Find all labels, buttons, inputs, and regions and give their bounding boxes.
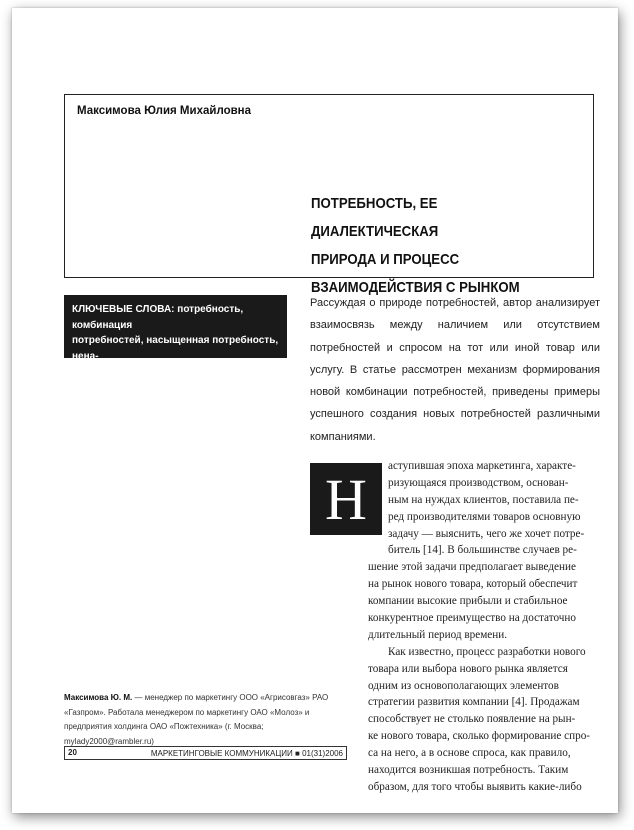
- abstract: Рассуждая о природе потребностей, автор анализирует взаимосвязь между наличием или отсутствием потребностей и спросом на тот или иной товар или услугу. В статье рассмотрен механизм формирования новой комбинации потребностей, приведены примеры успешного создания новых потребностей различными компаниями.: [310, 297, 600, 443]
- page-number: 20: [68, 748, 77, 757]
- body-line: задачу — выяснить, чего же хочет потре-: [388, 527, 585, 540]
- journal-info: МАРКЕТИНГОВЫЕ КОММУНИКАЦИИ ■ 01(31)2006: [150, 748, 343, 758]
- body-line: ред производителями товаров основную: [388, 510, 581, 523]
- article-title: [311, 190, 557, 302]
- body-line: са на него, а в основе спроса, как правило,: [368, 747, 571, 760]
- body-line: ным на нуждах клиентов, поставила пе-: [388, 493, 579, 506]
- body-line: конкурентное преимущество на достаточно: [368, 612, 576, 625]
- title-line: ПРИРОДА И ПРОЦЕСС: [311, 251, 460, 268]
- body-line: Как известно, процесс разработки нового: [388, 645, 586, 658]
- author-name: Максимова Юлия Михайловна: [77, 105, 252, 117]
- body-line: битель [14]. В большинстве случаев ре-: [388, 544, 577, 557]
- keywords-line: потребностей, насыщенная потребность, нена-: [72, 335, 279, 362]
- body-line: способствует не столько появление на рын-: [368, 713, 576, 726]
- body-line: стратегии развития компании [4]. Продажам: [368, 696, 580, 709]
- article-header-box: [64, 94, 594, 296]
- body-line: длительный период времени.: [368, 628, 508, 641]
- journal-page: [12, 8, 618, 813]
- drop-cap: Н: [310, 463, 382, 535]
- body-line: товара или выбора нового рынка является: [368, 662, 568, 675]
- body-line: компании высокие прибыли и стабильное: [368, 595, 568, 608]
- page-footer: [64, 746, 347, 760]
- body-line: аступившая эпоха маркетинга, характе-: [388, 460, 576, 472]
- keywords-box: [64, 295, 287, 393]
- title-line: ВЗАИМОДЕЙСТВИЯ С РЫНКОМ: [311, 279, 520, 296]
- body-line: ризующаяся производством, основан-: [388, 476, 569, 489]
- body-line: находится возникшая потребность. Таким: [368, 764, 569, 777]
- bio-text: — менеджер по маркетингу ООО «Агрисовгаз» РАО «Газпром». Работала менеджером по маркетингу ОАО «Молоз» и предприятия холдинга ОАО «Пожтехника» (г. Москва; mylady2000@rambler.ru): [64, 693, 329, 746]
- body-line: образом, для того чтобы выявить какие-либо: [368, 780, 582, 793]
- bio-name: Максимова Ю. М.: [64, 693, 133, 702]
- keywords-line: сыщенная потребность, формирование спроса: [72, 366, 271, 393]
- body-line: одним из основополагающих элементов: [368, 679, 559, 692]
- article-body: [310, 458, 597, 796]
- keywords-line: КЛЮЧЕВЫЕ СЛОВА: потребность, комбинация: [72, 304, 244, 331]
- author-bio: [64, 691, 344, 749]
- body-line: шение этой задачи предполагает выведение: [368, 561, 576, 574]
- body-line: на рынок нового товара, который обеспечит: [368, 578, 578, 591]
- body-line: ке нового товара, сколько формирование спро-: [368, 730, 591, 743]
- title-line: ПОТРЕБНОСТЬ, ЕЕ ДИАЛЕКТИЧЕСКАЯ: [311, 195, 439, 240]
